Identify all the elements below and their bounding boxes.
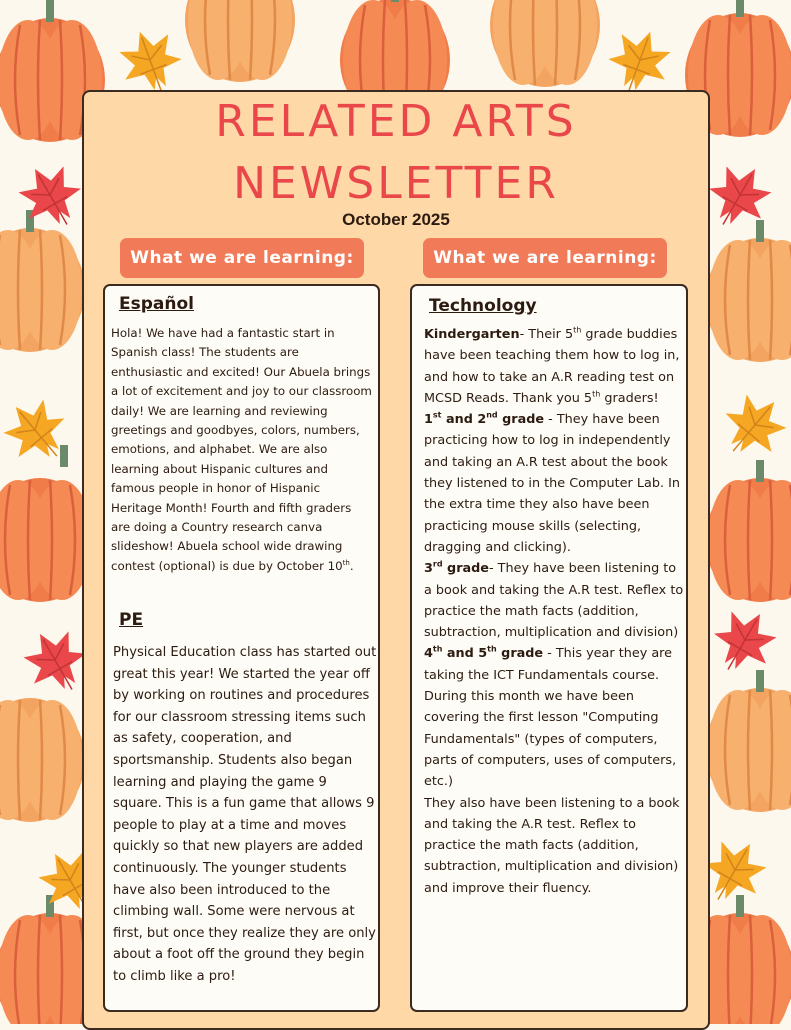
pe-heading: PE — [119, 610, 144, 630]
kindergarten-sup: th — [573, 325, 582, 335]
grade45-grade: grade — [496, 646, 544, 662]
espanol-body-end: . — [349, 558, 354, 573]
grade12-label — [424, 412, 544, 427]
grade3-sup: rd — [432, 560, 443, 569]
grade3-grade: grade — [442, 561, 489, 577]
espanol-body — [111, 324, 373, 576]
newsletter-date: October 2025 — [342, 210, 450, 229]
left-section-pill: What we are learning: — [120, 238, 364, 278]
technology-closing: They also have been listening to a book and taking the A.R test. Reflex to practice the math facts (addition, subtraction, multiplication and division) and improve their fluency. — [424, 795, 680, 896]
technology-heading: Technology — [429, 296, 537, 316]
grade3-number: 3 — [424, 561, 433, 577]
grade12-text: - They have been practicing how to log in independently and taking an A.R test about the book they listened to in the Computer Lab. In the extra time they also have been practicing mouse skills (selecting, dragging and clicking). — [424, 412, 681, 555]
kindergarten-sup2: th — [592, 389, 601, 399]
grade12-sup1: st — [432, 410, 442, 420]
kindergarten-text-a: - Their 5 — [519, 327, 574, 342]
right-content-card — [410, 284, 688, 1012]
grade45-sup1: th — [432, 645, 443, 655]
grade45-text: - This year they are taking the ICT Fundamentals course. During this month we have been covering the first lesson "Computing Fundamentals" (types of computers, parts of computers, uses of computers, etc.) — [424, 646, 677, 790]
grade12-and: and 2 — [441, 412, 487, 428]
newsletter-title-line1: RELATED ARTS — [215, 96, 577, 147]
pe-body: Physical Education class has started out great this year! We started the year off by working on routines and procedures for our classroom stressing items such as safety, cooperation, and sportsmanship. Students also began learning and playing the game 9 square. This is a fun game that allows 9 people to play at a time and moves quickly so that new players are added continuously. The younger students have also been introduced to the climbing wall. Some were nervous at first, but once they realize they are only about a foot off the ground they begin to climb like a pro! — [113, 645, 377, 984]
grade3-text: - They have been listening to a book and taking the A.R test. Reflex to practice the math facts (addition, subtraction, multiplication and division) — [424, 561, 684, 641]
grade45-sup2: th — [487, 645, 497, 655]
grade12-first: 1 — [424, 412, 433, 428]
grade45-and: and 5 — [442, 646, 488, 662]
kindergarten-label: Kindergarten — [424, 327, 520, 342]
kindergarten-text-c: graders! — [600, 390, 659, 406]
grade45-label — [424, 646, 543, 661]
espanol-body-text: Hola! We have had a fantastic start in Spanish class! The students are enthusiastic and excited! Our Abuela brings a lot of excitement and joy to our classroom daily! We are learning and reviewing greetings and goodbyes, colors, numbers, emotions, and alphabet. We are also learning about Hispanic cultures and famous people in honor of Hispanic Heritage Month! Fourth and fifth graders are doing a Country research canva slideshow! Abuela school wide drawing contest (optional) is due by October 10 — [111, 326, 372, 573]
right-section-pill: What we are learning: — [423, 238, 667, 278]
newsletter-title-line2: NEWSLETTER — [233, 158, 559, 209]
espanol-heading: Español — [119, 294, 194, 314]
grade3-label — [424, 561, 489, 576]
grade12-grade: grade — [497, 412, 545, 428]
grade45-first: 4 — [424, 646, 433, 662]
espanol-body-sup: th — [342, 558, 350, 567]
grade12-sup2: nd — [486, 410, 498, 420]
kindergarten-text-b: grade buddies have been teaching them how to log in, and how to take an A.R reading test on MCSD Reads. Thank you 5 — [424, 327, 680, 406]
left-content-card — [103, 284, 380, 1012]
technology-body — [424, 324, 684, 899]
